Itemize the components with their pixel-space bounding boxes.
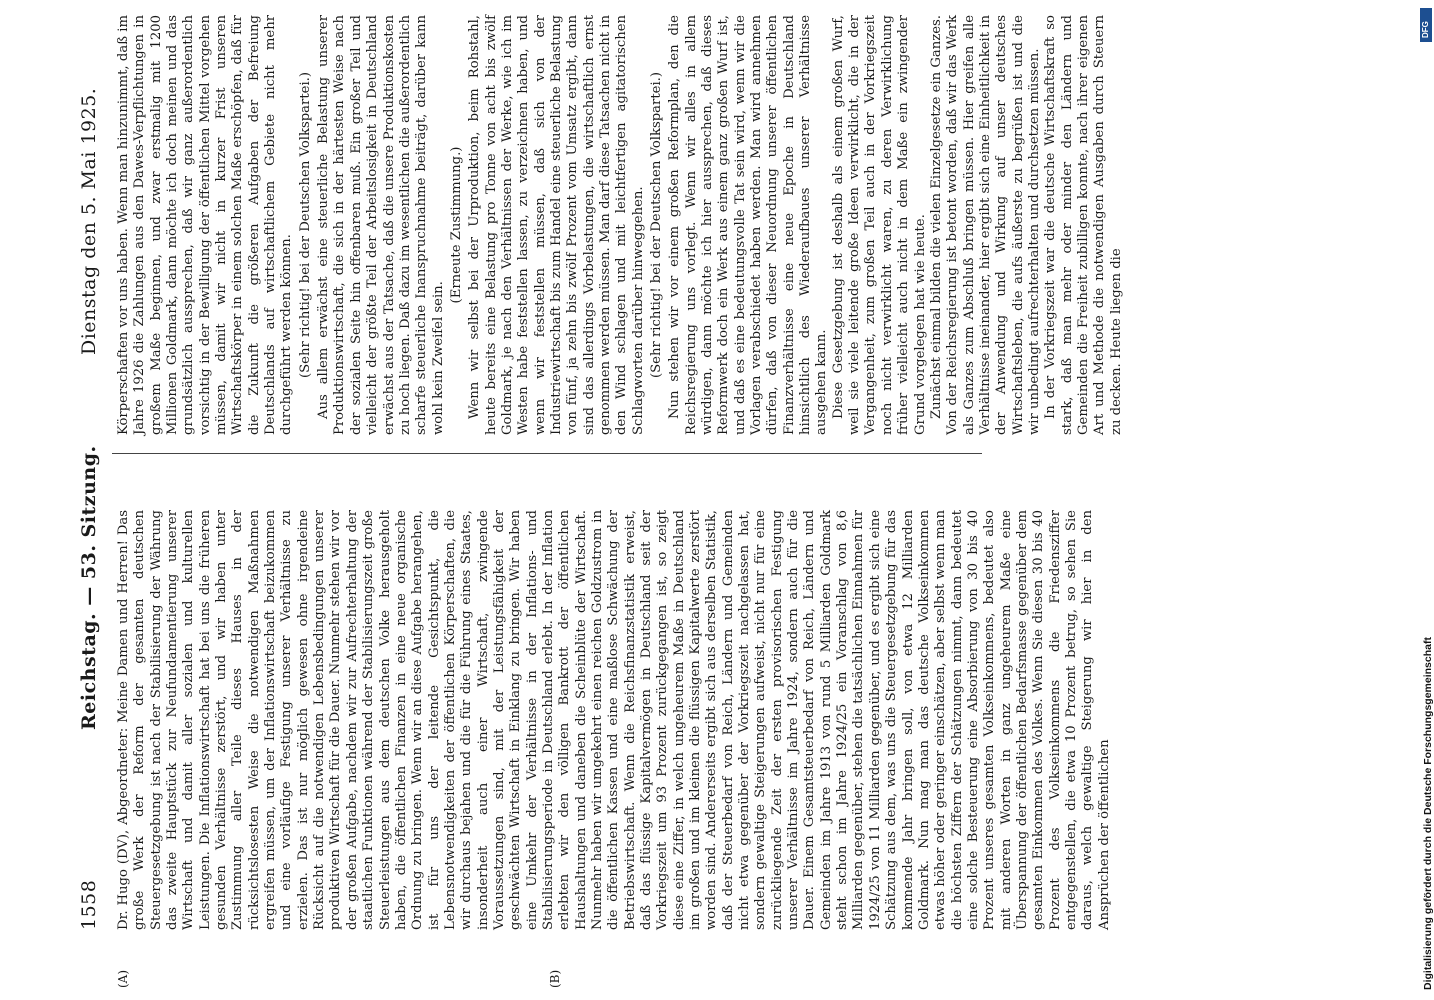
session-date: Dienstag den 5. Mai 1925. bbox=[78, 87, 100, 355]
dfg-logo-text: DFG bbox=[1421, 21, 1430, 38]
paragraph: Dr. Hugo (DV), Abgeordneter: Meine Damen und Herren! Das große Werk der Reform der gesamten deutschen Steuergesetzgebung ist nach der Stabilisierung der Währung das zweite Hauptstück zur Neufundamentierung unserer Wirtschaft und damit aller sozialen und kulturellen Leistungen. Die Inflationswirtschaft hat bei uns die früheren gesunden Verhältnisse zerstört, und wir haben unter Zustimmung aller Teile dieses Hauses in der rücksichtslosesten Weise die notwendigen Maßnahmen ergreifen müssen, um der Inflationswirtschaft beizukommen und eine vorläufige Festigung unserer Verhältnisse zu erzielen. Das ist nur möglich gewesen ohne irgendeine Rücksicht auf die notwendigen Lebensbedingungen unserer produktiven Wirtschaft für die Dauer. Nunmehr stehen wir vor der großen Aufgabe, nachdem wir zur Aufrechterhaltung der staatlichen Funktionen während der Stabilisierungszeit große Steuerleistungen aus dem deutschen Volke herausgeholt haben, die öffentlichen Finanzen in eine neue organische Ordnung zu bringen. Wenn wir an diese Aufgabe herangehen, ist für uns der leitende Gesichtspunkt, die Lebensnotwendigkeiten der öffentlichen Körperschaften, die wir durchaus bejahen und die für die Führung eines Staates, insonderheit auch einer Wirtschaft, zwingende Voraussetzungen sind, mit der Leistungsfähigkeit der geschwächten Wirtschaft in Einklang zu bringen. Wir haben eine Umkehr der Verhältnisse in der Inflations- und Stabilisierungsperiode in Deutschland erlebt. In der Inflation erlebten wir den völligen Bankrott der öffentlichen Haushaltungen und daneben die Scheinblüte der Wirtschaft. Nunmehr haben wir umgekehrt einen reichen Goldzustrom in die öffentlichen Kassen und eine maßlose Schwächung der Betriebswirtschaft. Wenn die Reichsfinanzstatistik erweist, daß das flüssige Kapitalvermögen in Deutschland seit der Vorkriegszeit um 93 Prozent zurückgegangen ist, so zeigt diese eine Ziffer, in welch ungeheurem Maße in Deutschland im großen und im kleinen die flüssigen Kapitalwerte zerstört worden sind. Andererseits ergibt sich aus derselben Statistik, daß der Steuerbedarf von Reich, Ländern und Gemeinden nicht etwa gegenüber der Vorkriegszeit nachgelassen hat, sondern gewaltige Steigerungen aufweist, nicht nur für eine zurückliegende Zeit der ersten provisorischen Festigung unserer Verhältnisse im Jahre 1924, sondern auch für die Dauer. Einem Gesamtsteuerbedarf von Reich, Ländern und Gemeinden im Jahre 1913 von rund 5 Milliarden Goldmark steht schon im Jahre 1924/25 ein Voranschlag von 8,6 Milliarden gegenüber, stehen die tatsächlichen Einnahmen für 1924/25 von 11 Milliarden gegenüber, und es ergibt sich eine Schätzung aus dem, was uns die Steuergesetzgebung für das kommende Jahr bringen soll, von etwa 12 Milliarden Goldmark. Nun mag man das deutsche Volkseinkommen etwas höher oder geringer einschätzen, aber selbst wenn man die höchsten Ziffern der Schätzungen nimmt, dann bedeutet eine solche Besteuerung eine Absorbierung von 30 bis 40 Prozent unseres gesamten Volkseinkommens, bedeutet also mit anderen Worten in ganz ungeheurem Maße eine Überspannung der öffentlichen Bedarfsmasse gegenüber dem gesamten Einkommen des Volkes. Wenn Sie diesen 30 bis 40 Prozent des Volkseinkommens die Friedensziffer entgegenstellen, die etwa 10 Prozent betrug, so sehen Sie daraus, welch gewaltige Steigerung wir hier in den Ansprüchen der öffentlichen bbox=[116, 510, 1112, 930]
interjection: (Erneute Zustimmung.) bbox=[448, 146, 464, 304]
running-title: Reichstag. — 53. Sitzung. bbox=[78, 445, 100, 730]
text-column-right bbox=[116, 15, 1125, 435]
page-number: 1558 bbox=[78, 879, 100, 930]
page-header bbox=[78, 40, 118, 930]
paragraph: Wenn wir selbst bei der Urproduktion, beim Rohstahl, heute bereits eine Belastung pro Tonne von acht bis zwölf Goldmark, je nach den Verhältnissen der Werke, wie ich im Westen habe feststellen lassen, zu verzeichnen haben, und wenn wir feststellen müssen, daß sich von der Industriewirtschaft bis zum Handel eine steuerliche Belastung von fünf, ja zehn bis zwölf Prozent vom Umsatz ergibt, dann sind das allerdings Vorbelastungen, die wirtschaftlich ernst genommen werden müssen. Man darf diese Tatsachen nicht in den Wind schlagen und mit leichtfertigen agitatorischen Schlagworten darüber hinweggehen. bbox=[467, 15, 646, 435]
margin-mark-a: (A) bbox=[116, 969, 130, 988]
digitization-credit: Digitalisierung gefördert durch die Deutsche Forschungsgemeinschaft bbox=[1422, 637, 1434, 990]
paragraph: Körperschaften vor uns haben. Wenn man hinzunimmt, daß im Jahre 1926 die Zahlungen aus den Dawes-Verpflichtungen in großem Maße beginnen, und zwar erstmalig mit 1200 Millionen Goldmark, dann möchte ich doch meinen und das grundsätzlich aussprechen, daß wir ganz außerordentlich vorsichtig in der Bewilligung der öffentlichen Mittel vorgehen müssen, damit wir nicht in kurzer Frist unseren Wirtschaftskörper in einem solchen Maße erschöpfen, daß für die Zukunft die größeren Aufgaben der Befreiung Deutschlands auf wirtschaftlichem Gebiete nicht mehr durchgeführt werden können. bbox=[116, 15, 295, 435]
dfg-logo bbox=[1420, 8, 1432, 42]
column-divider bbox=[112, 453, 982, 454]
paragraph: In der Vorkriegszeit war die deutsche Wirtschaftskraft so stark, daß man mehr oder minder den Ländern und Gemeinden die Freiheit zubilligen konnte, nach ihrer eigenen Art und Methode die notwendigen Ausgaben durch Steuern zu decken. Heute liegen die bbox=[1043, 15, 1124, 435]
paragraph: Diese Gesetzgebung ist deshalb als einem großen Wurf, weil sie viele leitende große Ideen verwirklicht, die in der Vergangenheit, zum großen Teil auch in der Vorkriegszeit noch nicht verwirklicht waren, zu deren Verwirklichung früher vielleicht auch nicht in dem Maße ein zwingender Grund vorgelegen hat wie heute. bbox=[830, 15, 928, 435]
interjection: (Sehr richtig! bei der Deutschen Volkspartei.) bbox=[649, 71, 664, 379]
paragraph: Zunächst einmal bilden die vielen Einzelgesetze ein Ganzes. Von der Reichsregierung ist betont worden, daß wir das Werk als Ganzes zum Abschluß bringen müssen. Hier greifen alle Verhältnisse ineinander, hier ergibt sich eine Einheitlichkeit in der Anwendung und Wirkung auf unser deutsches Wirtschaftsleben, die aufs äußerste zu begrüßen ist und die wir unbedingt aufrechterhalten und durchsetzen müssen. bbox=[928, 15, 1042, 435]
paragraph: Aus allem erwächst eine steuerliche Belastung unserer Produktionswirtschaft, die sich in der härtesten Weise nach der sozialen Seite hin offenbaren muß. Ein großer Teil und vielleicht der größte Teil der Arbeitslosigkeit in Deutschland erwächst aus der Tatsache, daß die unsere Produktionskosten zu hoch liegen. Daß dazu im wesentlichen die außerordentlich scharfe steuerliche Inanspruchnahme beiträgt, darüber kann wohl kein Zweifel sein. bbox=[316, 15, 446, 435]
paragraph: Nun stehen wir vor einem großen Reformplan, den die Reichsregierung uns vorlegt. Wenn wir alles in allem würdigen, dann möchte ich hier aussprechen, daß dieses Reformwerk doch ein Werk aus einem ganz großen Wurf ist, und daß es eine bedeutungsvolle Tat sein wird, wenn wir die Vorlagen verabschiedet haben werden. Man wird annehmen dürfen, daß von dieser Neuordnung unserer öffentlichen Finanzverhältnisse eine neue Epoche in Deutschland hinsichtlich des Wiederaufbaues unserer Verhältnisse ausgehen kann. bbox=[667, 15, 830, 435]
interjection: (Sehr richtig! bei der Deutschen Volkspartei.) bbox=[297, 71, 313, 379]
text-column-left bbox=[116, 510, 1113, 930]
margin-mark-b: (B) bbox=[548, 969, 562, 988]
